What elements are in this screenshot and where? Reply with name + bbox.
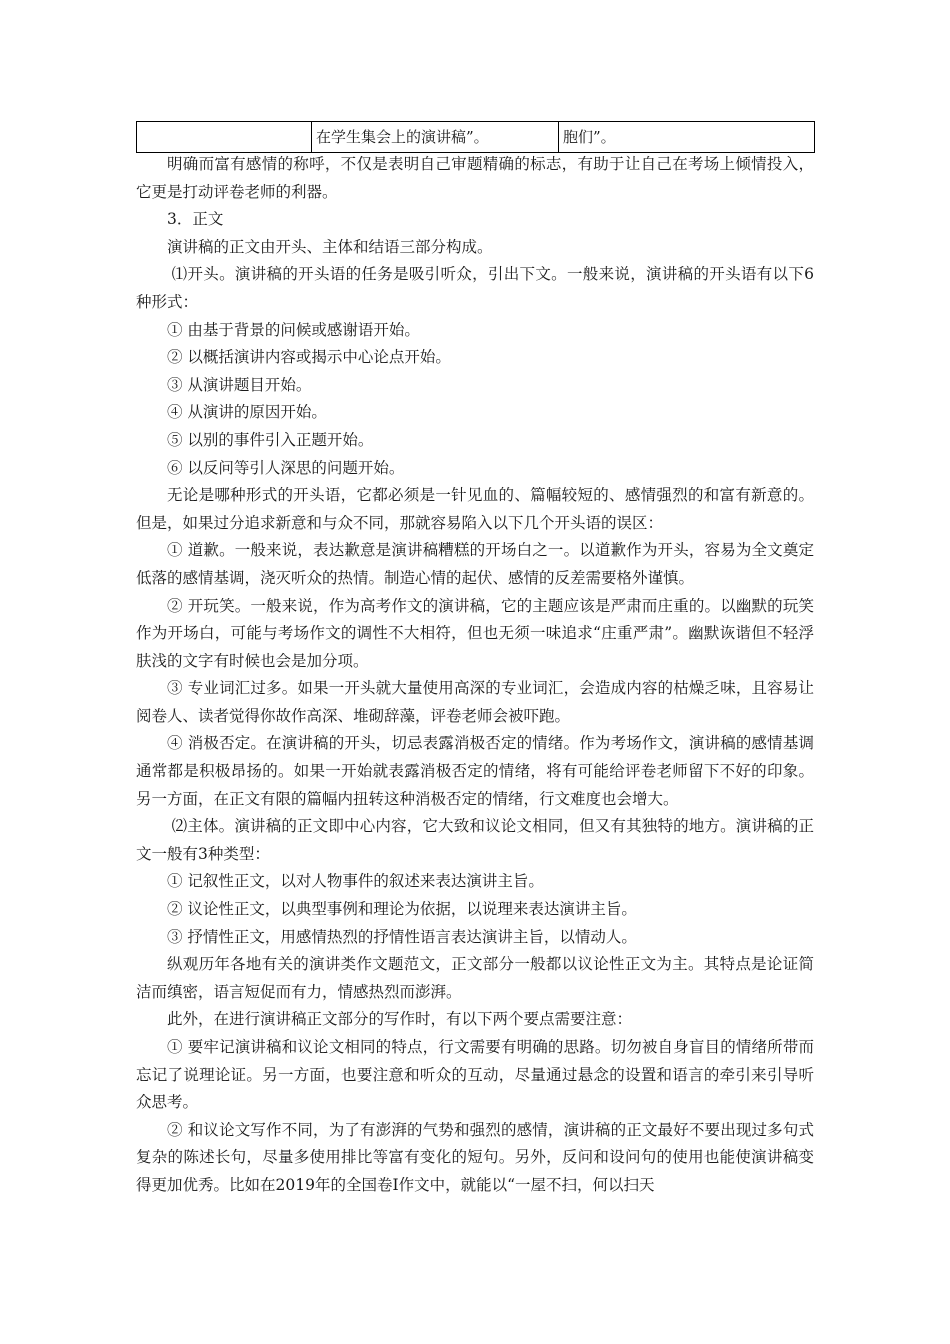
list-item: ⑤ 以别的事件引入正题开始。 xyxy=(167,430,374,449)
list-item: ② 开玩笑。一般来说，作为高考作文的演讲稿，它的主题应该是严肃而庄重的。以幽默的玩笑作为开场白，可能与考场作文的调性不大相符，但也无须一味追求“庄重严肃”。幽默诙谐但不轻浮肤浅的文字有时候也会是加分项。 xyxy=(136,596,814,670)
list-item: ① 要牢记演讲稿和议论文相同的特点，行文需要有明确的思路。切勿被自身盲目的情绪所带而忘记了说理论证。另一方面，也要注意和听众的互动，尽量通过悬念的设置和语言的牵引来引导听众思考。 xyxy=(136,1038,814,1112)
list-item: ② 议论性正文，以典型事例和理论为依据，以说理来表达演讲主旨。 xyxy=(167,900,637,919)
list-item: ① 由基于背景的问候或感谢语开始。 xyxy=(167,320,420,339)
paragraph: 明确而富有感情的称呼，不仅是表明自己审题精确的标志，有助于让自己在考场上倾情投入，它更是打动评卷老师的利器。 xyxy=(136,155,814,201)
list-item: ① 道歉。一般来说，表达歉意是演讲稿糟糕的开场白之一。以道歉作为开头，容易为全文奠定低落的感情基调，浇灭听众的热情。制造心情的起伏、感情的反差需要格外谨慎。 xyxy=(136,541,814,587)
subsection-paragraph: ⑴开头。演讲稿的开头语的任务是吸引听众，引出下文。一般来说，演讲稿的开头语有以下6种形式： xyxy=(136,265,814,311)
list-item: ② 以概括演讲内容或揭示中心论点开始。 xyxy=(167,348,451,367)
list-item: ③ 从演讲题目开始。 xyxy=(167,375,312,394)
table-fragment xyxy=(136,121,814,153)
list-item: ③ 抒情性正文，用感情热烈的抒情性语言表达演讲主旨，以情动人。 xyxy=(167,927,637,946)
section-heading: 3．正文 xyxy=(167,210,224,229)
list-item: ③ 专业词汇过多。如果一开头就大量使用高深的专业词汇，会造成内容的枯燥乏味，且容易让阅卷人、读者觉得你故作高深、堆砌辞藻，评卷老师会被吓跑。 xyxy=(136,679,814,725)
list-item: ② 和议论文写作不同，为了有澎湃的气势和强烈的感情，演讲稿的正文最好不要出现过多句式复杂的陈述长句，尽量多使用排比等富有变化的短句。另外，反问和设问句的使用也能使演讲稿变得更加优秀。比如在2019年的全国卷Ⅰ作文中，就能以“一屋不扫，何以扫天 xyxy=(136,1120,814,1194)
table-cell xyxy=(137,122,312,153)
subsection-paragraph: ⑵主体。演讲稿的正文即中心内容，它大致和议论文相同，但又有其独特的地方。演讲稿的正文一般有3种类型： xyxy=(136,817,814,863)
paragraph: 演讲稿的正文由开头、主体和结语三部分构成。 xyxy=(167,237,493,256)
body-text xyxy=(136,151,814,1200)
list-item: ④ 消极否定。在演讲稿的开头，切忌表露消极否定的情绪。作为考场作文，演讲稿的感情基调通常都是积极昂扬的。如果一开始就表露消极否定的情绪，将有可能给评卷老师留下不好的印象。另一方面，在正文有限的篇幅内扭转这种消极否定的情绪，行文难度也会增大。 xyxy=(136,734,814,808)
table-cell: 胞们”。 xyxy=(559,122,815,153)
list-item: ④ 从演讲的原因开始。 xyxy=(167,403,327,422)
paragraph: 纵观历年各地有关的演讲类作文题范文，正文部分一般都以议论性正文为主。其特点是论证简洁而缜密，语言短促而有力，情感热烈而澎湃。 xyxy=(136,955,814,1001)
list-item: ⑥ 以反问等引人深思的问题开始。 xyxy=(167,458,405,477)
paragraph: 此外，在进行演讲稿正文部分的写作时，有以下两个要点需要注意： xyxy=(167,1010,633,1029)
table-cell: 在学生集会上的演讲稿”。 xyxy=(312,122,559,153)
salutation-table xyxy=(136,121,815,153)
paragraph: 无论是哪种形式的开头语，它都必须是一针见血的、篇幅较短的、感情强烈的和富有新意的。但是，如果过分追求新意和与众不同，那就容易陷入以下几个开头语的误区： xyxy=(136,486,814,532)
table-row xyxy=(137,122,815,153)
list-item: ① 记叙性正文，以对人物事件的叙述来表达演讲主旨。 xyxy=(167,872,544,891)
